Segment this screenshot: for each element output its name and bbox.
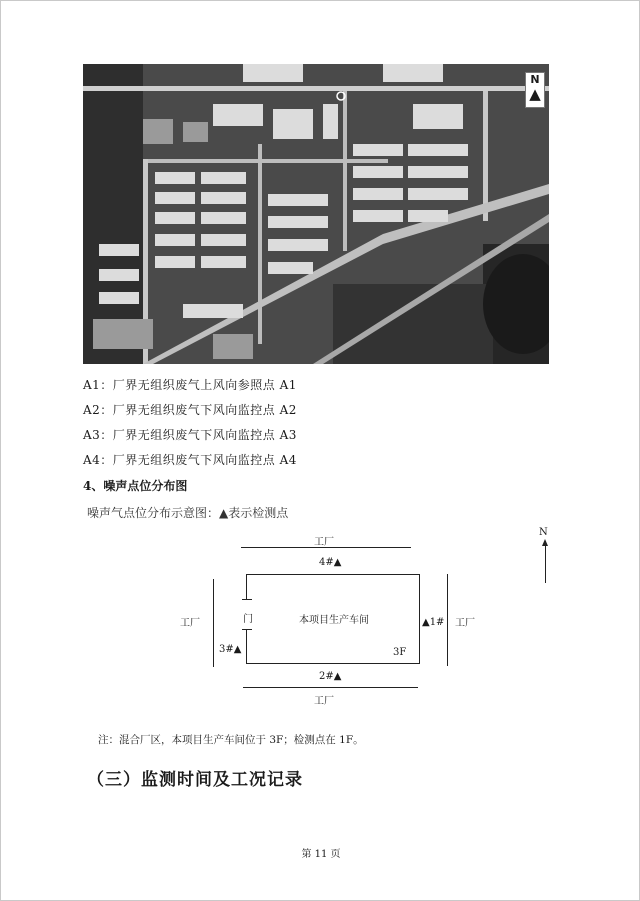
floor-label: 3F — [393, 647, 407, 658]
door-tick-bottom — [242, 629, 252, 630]
aerial-map-image — [83, 64, 549, 364]
noise-point-1: ▲1# — [422, 617, 445, 628]
production-workshop — [243, 574, 420, 664]
monitoring-point-a3: A3：厂界无组织废气下风向监控点 A3 — [83, 428, 297, 442]
noise-point-2: 2#▲ — [319, 671, 342, 682]
north-arrow-icon: ▲ — [529, 85, 541, 103]
factory-top-label: 工厂 — [314, 537, 334, 548]
noise-point-3: 3#▲ — [219, 644, 242, 655]
section-title: （三）监测时间及工况记录 — [87, 770, 303, 790]
right-boundary-line — [447, 574, 448, 666]
noise-caption: 噪声气点位分布示意图：▲表示检测点 — [87, 506, 289, 520]
map-north-compass — [525, 72, 545, 108]
north-arrow-shaft — [545, 541, 546, 583]
north-label: N — [539, 527, 548, 538]
door-tick-top — [242, 599, 252, 600]
monitoring-point-a4: A4：厂界无组织废气下风向监控点 A4 — [83, 453, 297, 467]
workshop-label: 本项目生产车间 — [299, 615, 369, 626]
monitoring-point-a1: A1：厂界无组织废气上风向参照点 A1 — [83, 378, 297, 392]
top-boundary-line — [241, 547, 411, 548]
monitoring-point-a2: A2：厂界无组织废气下风向监控点 A2 — [83, 403, 297, 417]
aerial-map-graphic — [83, 64, 549, 364]
factory-right-label: 工厂 — [455, 618, 475, 629]
factory-left-label: 工厂 — [180, 618, 200, 629]
factory-bottom-label: 工厂 — [314, 696, 334, 707]
diagram-north-indicator — [537, 527, 553, 587]
door-label: 门 — [243, 614, 253, 625]
bottom-boundary-line — [243, 687, 418, 688]
diagram-note: 注：混合厂区，本项目生产车间位于 3F；检测点在 1F。 — [98, 734, 364, 746]
left-boundary-line — [213, 579, 214, 667]
page-number: 第 11 页 — [301, 849, 341, 860]
noise-heading: 4、噪声点位分布图 — [83, 479, 188, 493]
compass-letter: N — [530, 73, 540, 86]
noise-point-diagram — [171, 526, 571, 707]
noise-point-4: 4#▲ — [319, 557, 342, 568]
